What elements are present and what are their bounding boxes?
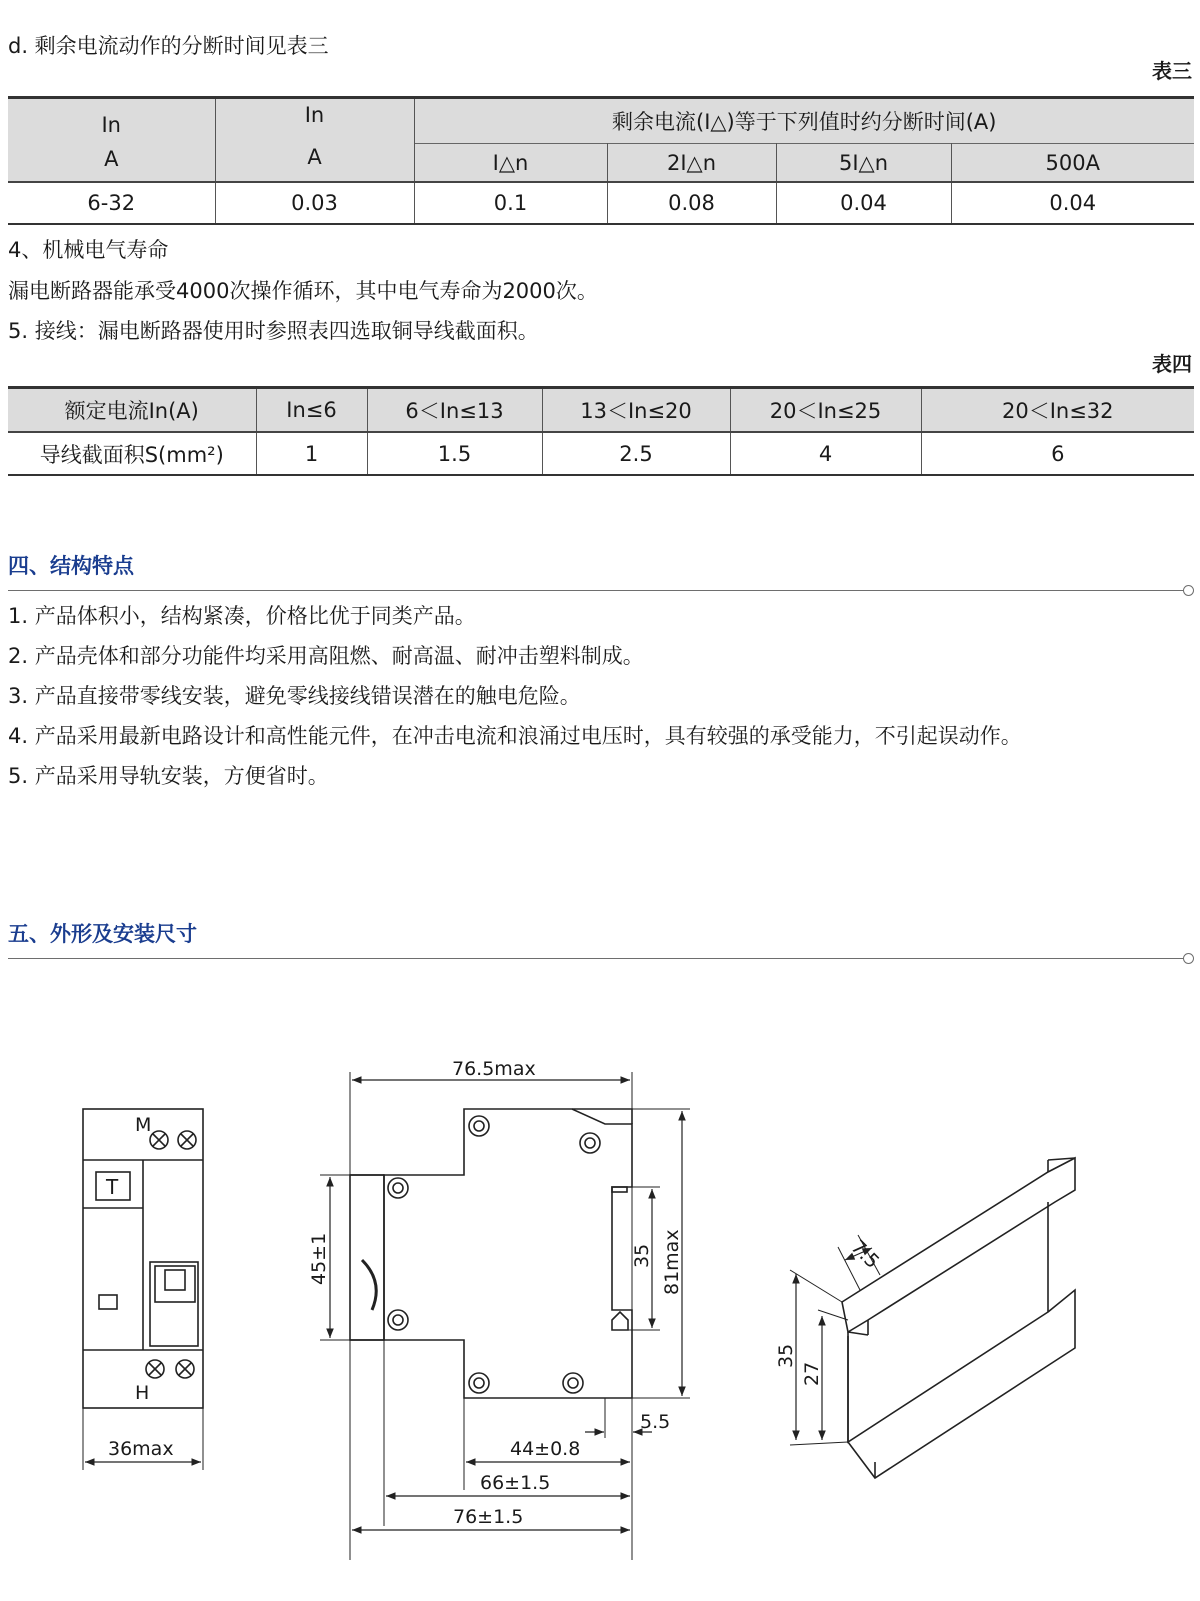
table-3-cell: 0.03 [215, 182, 414, 224]
table-3-cell: 0.04 [951, 182, 1194, 224]
front-view [83, 1109, 203, 1470]
table-3-caption: 表三 [1152, 59, 1192, 83]
table-3 [8, 96, 1194, 225]
rail-lip-label: 7.5 [846, 1235, 884, 1273]
feature-item: 4. 产品采用最新电路设计和高性能元件，在冲击电流和浪涌过电压时，具有较强的承受能力，不引起误动作。 [8, 724, 1022, 748]
table-3-cell: 0.1 [414, 182, 607, 224]
section-4-title: 4、机械电气寿命 [8, 238, 169, 262]
dimension-drawings [0, 1040, 1200, 1601]
section-d-title: d. 剩余电流动作的分断时间见表三 [8, 34, 329, 58]
rail-height-label: 35 [775, 1343, 797, 1368]
features-heading: 四、结构特点 [8, 554, 134, 578]
table-3-subheader: 2I△n [607, 144, 776, 183]
side-rail-height-label: 35 [631, 1243, 653, 1268]
table-3-cell: 0.08 [607, 182, 776, 224]
rail-inner-height-label: 27 [801, 1361, 823, 1386]
side-height-right-label: 81max [661, 1229, 683, 1295]
table-4-header: 6＜In≤13 [367, 388, 542, 433]
section-divider [8, 958, 1188, 959]
table-3-cell: 0.04 [776, 182, 951, 224]
table-4-header: In≤6 [256, 388, 367, 433]
table-4-cell: 6 [921, 432, 1194, 475]
table-4-header: 额定电流In(A) [8, 388, 256, 433]
section-5-title: 5. 接线：漏电断路器使用时参照表四选取铜导线截面积。 [8, 319, 539, 343]
dim-76-label: 76±1.5 [453, 1506, 524, 1528]
feature-item: 1. 产品体积小，结构紧凑，价格比优于同类产品。 [8, 604, 476, 628]
table-4-caption: 表四 [1152, 352, 1192, 376]
side-height-left-label: 45±1 [308, 1232, 330, 1285]
table-3-cell: 6-32 [8, 182, 215, 224]
divider-end-circle [1183, 585, 1194, 596]
front-label-m: M [135, 1114, 152, 1136]
front-label-t: T [106, 1175, 119, 1199]
din-rail-view [790, 1158, 1075, 1478]
side-width-top-label: 76.5max [452, 1058, 536, 1080]
section-divider [8, 590, 1188, 591]
table-4-cell: 4 [730, 432, 921, 475]
divider-end-circle [1183, 953, 1194, 964]
table-3-subheader: 500A [951, 144, 1194, 183]
feature-item: 5. 产品采用导轨安装，方便省时。 [8, 764, 329, 788]
table-3-col2-header: In A [215, 98, 414, 183]
dimensions-heading: 五、外形及安装尺寸 [8, 922, 197, 946]
table-4-header: 13＜In≤20 [542, 388, 730, 433]
table-3-group-header: 剩余电流(I△)等于下列值时约分断时间(A) [414, 98, 1194, 144]
table-4-header: 20＜In≤25 [730, 388, 921, 433]
side-offset-label: 5.5 [640, 1411, 671, 1433]
table-3-subheader: 5I△n [776, 144, 951, 183]
table-4-cell: 1 [256, 432, 367, 475]
front-label-h: H [135, 1382, 150, 1404]
feature-item: 2. 产品壳体和部分功能件均采用高阻燃、耐高温、耐冲击塑料制成。 [8, 644, 644, 668]
feature-item: 3. 产品直接带零线安装，避免零线接线错误潜在的触电危险。 [8, 684, 581, 708]
table-4-cell: 2.5 [542, 432, 730, 475]
table-4-cell: 1.5 [367, 432, 542, 475]
table-4 [8, 386, 1194, 476]
dim-66-label: 66±1.5 [480, 1472, 551, 1494]
section-4-body: 漏电断路器能承受4000次操作循环，其中电气寿命为2000次。 [8, 279, 598, 303]
table-3-col1-header: In A [8, 98, 215, 183]
front-width-label: 36max [108, 1438, 174, 1460]
table-3-subheader: I△n [414, 144, 607, 183]
table-4-header: 20＜In≤32 [921, 388, 1194, 433]
dim-44-label: 44±0.8 [510, 1438, 581, 1460]
table-4-cell: 导线截面积S(mm²) [8, 432, 256, 475]
